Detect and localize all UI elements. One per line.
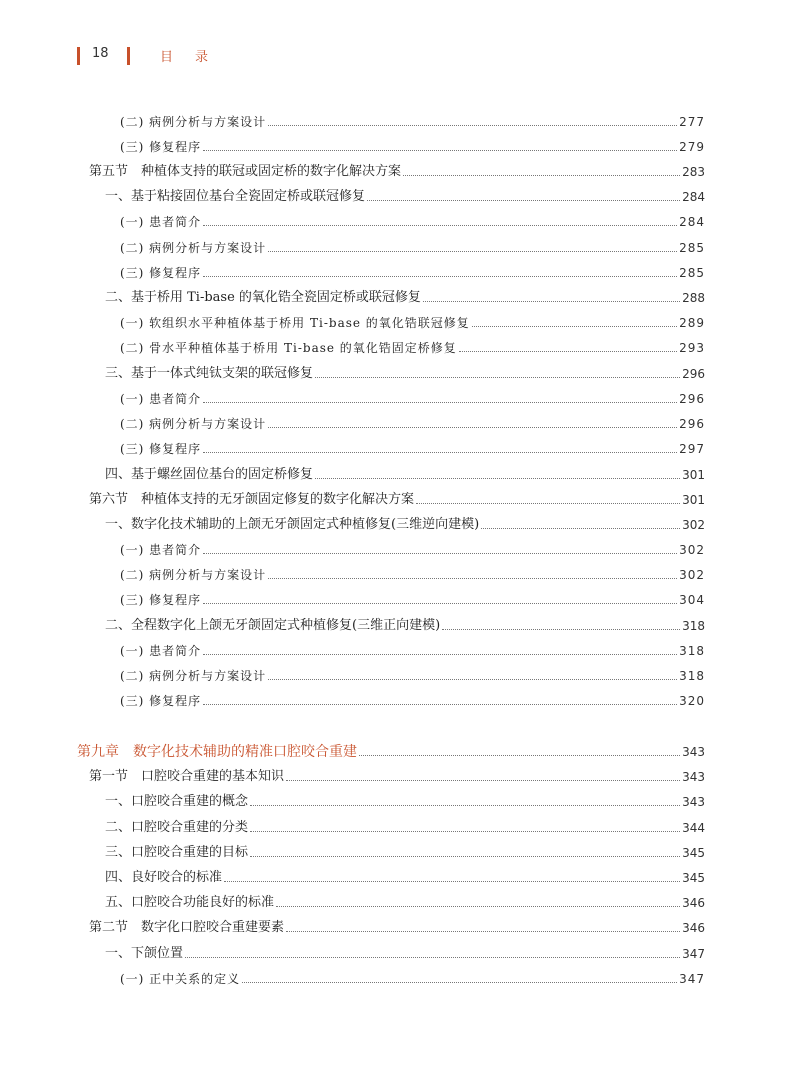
toc-entry-page: 277 [679,115,705,129]
dot-leader [286,931,680,932]
dot-leader [203,704,677,705]
toc-entry [105,614,705,636]
dot-leader [481,528,680,529]
toc-entry-page: 347 [682,947,705,961]
toc-entry-title: 三、口腔咬合重建的目标 [105,845,249,860]
dot-leader [472,326,677,327]
section-title: 目录 [160,50,231,65]
toc-entry [120,664,705,686]
toc-entry-title: (三) 修复程序 [120,266,202,280]
toc-entry-page: 283 [682,165,705,179]
toc-entry [105,790,705,812]
toc-entry-page: 318 [679,669,705,683]
toc-entry [105,362,705,384]
header-bar-left [77,47,80,65]
toc-entry-page: 318 [679,644,705,658]
dot-leader [203,225,677,226]
toc-entry-page: 285 [679,241,705,255]
toc-entry-page: 344 [682,821,705,835]
toc-entry [105,891,705,913]
section-title: 第一节 口腔咬合重建的基本知识 [89,769,285,784]
toc-entry [120,412,705,434]
dot-leader [203,553,677,554]
toc-entry-title: (二) 病例分析与方案设计 [120,568,267,582]
toc-entry [120,210,705,232]
dot-leader [442,629,680,630]
toc-entry-page: 343 [682,745,705,759]
toc-entry-page: 302 [679,568,705,582]
toc-entry-title: (一) 患者简介 [120,392,202,406]
header-bar-right [127,47,130,65]
toc-entry-page: 320 [679,694,705,708]
page-header [0,44,800,72]
toc-entry-title: 一、下颌位置 [105,946,184,961]
toc-entry-title: 四、良好咬合的标准 [105,870,223,885]
toc-entry-page: 296 [682,367,705,381]
toc-entry-page: 279 [679,140,705,154]
dot-leader [286,780,680,781]
dot-leader [268,251,677,252]
toc-entry-title: 四、基于螺丝固位基台的固定桥修复 [105,467,314,482]
toc-entry-title: (一) 正中关系的定义 [120,972,241,986]
toc-entry-page: 296 [679,417,705,431]
toc-entry [120,538,705,560]
dot-leader [185,957,680,958]
toc-entry-page: 343 [682,770,705,784]
dot-leader [203,402,677,403]
toc-entry-page: 297 [679,442,705,456]
toc-entry [120,563,705,585]
section-title: 第五节 种植体支持的联冠或固定桥的数字化解决方案 [89,164,402,179]
chapter-title: 第九章 数字化技术辅助的精准口腔咬合重建 [77,744,357,760]
toc-entry-title: (三) 修复程序 [120,593,202,607]
toc-entry-title: (三) 修复程序 [120,694,202,708]
toc-entry-title: 五、口腔咬合功能良好的标准 [105,895,275,910]
toc-entry [105,513,705,535]
dot-leader [315,377,680,378]
toc-entry-page: 345 [682,846,705,860]
toc-entry-title: (二) 病例分析与方案设计 [120,241,267,255]
page-number: 18 [92,46,109,61]
toc-entry [120,437,705,459]
toc-entry-page: 284 [679,215,705,229]
toc-entry-page: 296 [679,392,705,406]
dot-leader [416,503,680,504]
toc-entry-page: 304 [679,593,705,607]
dot-leader [250,831,680,832]
toc-entry [120,387,705,409]
toc-entry [120,110,705,132]
toc-entry-page: 347 [679,972,705,986]
toc-entry-title: (二) 病例分析与方案设计 [120,417,267,431]
toc-entry [120,967,705,989]
dot-leader [359,755,680,756]
toc-entry-title: 一、数字化技术辅助的上颌无牙颌固定式种植修复(三维逆向建模) [105,517,480,532]
dot-leader [315,478,680,479]
toc-entry-title: (一) 患者简介 [120,543,202,557]
dot-leader [203,603,677,604]
toc-entry-page: 346 [682,896,705,910]
toc-entry-title: (二) 病例分析与方案设计 [120,669,267,683]
toc-entry-page: 289 [679,316,705,330]
toc-entry-page: 288 [682,291,705,305]
toc-entry-page: 302 [679,543,705,557]
dot-leader [423,301,680,302]
dot-leader [242,982,677,983]
toc-entry-title: (二) 病例分析与方案设计 [120,115,267,129]
toc-entry [105,942,705,964]
toc-entry [89,488,705,510]
toc-entry-title: 三、基于一体式纯钛支架的联冠修复 [105,366,314,381]
toc-entry-title: 一、口腔咬合重建的概念 [105,794,249,809]
toc-entry-page: 293 [679,341,705,355]
toc-entry-title: 一、基于粘接固位基台全瓷固定桥或联冠修复 [105,189,366,204]
dot-leader [459,351,677,352]
toc-entry [120,588,705,610]
dot-leader [250,856,680,857]
dot-leader [203,276,677,277]
toc-entry-page: 301 [682,468,705,482]
toc-entry [120,336,705,358]
toc-entry [120,639,705,661]
toc-entry-page: 302 [682,518,705,532]
dot-leader [250,805,680,806]
toc-entry-page: 318 [682,619,705,633]
toc-entry-title: (三) 修复程序 [120,442,202,456]
toc-entry [105,841,705,863]
toc-entry-title: (三) 修复程序 [120,140,202,154]
dot-leader [268,578,677,579]
toc-entry-page: 345 [682,871,705,885]
toc-entry [105,816,705,838]
toc-entry-title: 二、全程数字化上颌无牙颌固定式种植修复(三维正向建模) [105,618,441,633]
toc-entry [120,689,705,711]
toc-entry-title: (一) 患者简介 [120,644,202,658]
toc-entry-page: 301 [682,493,705,507]
toc-entry-page: 285 [679,266,705,280]
toc-entry [89,765,705,787]
toc-entry [105,185,705,207]
dot-leader [367,200,680,201]
toc-entry [105,866,705,888]
toc-entry-page: 284 [682,190,705,204]
toc-entry-title: (一) 患者简介 [120,215,202,229]
toc-entry [120,261,705,283]
toc-entry-title: 二、口腔咬合重建的分类 [105,820,249,835]
dot-leader [403,175,680,176]
toc-entry [120,311,705,333]
section-title: 第二节 数字化口腔咬合重建要素 [89,920,285,935]
section-title: 第六节 种植体支持的无牙颌固定修复的数字化解决方案 [89,492,415,507]
dot-leader [203,150,677,151]
dot-leader [268,125,677,126]
toc-entry [89,916,705,938]
toc-entry [120,135,705,157]
toc-entry-title: (一) 软组织水平种植体基于桥用 Ti-base 的氧化锆联冠修复 [120,316,470,330]
dot-leader [268,679,677,680]
dot-leader [276,906,680,907]
toc-entry-title: (二) 骨水平种植体基于桥用 Ti-base 的氧化锆固定桥修复 [120,341,457,355]
toc-entry [120,236,705,258]
toc-entry [89,160,705,182]
toc-entry [105,286,705,308]
dot-leader [268,427,677,428]
toc-entry-page: 343 [682,795,705,809]
dot-leader [224,881,680,882]
toc-entry [77,740,705,762]
dot-leader [203,452,677,453]
toc-entry-title: 二、基于桥用 Ti-base 的氧化锆全瓷固定桥或联冠修复 [105,290,421,305]
toc-entry [105,463,705,485]
toc-entry-page: 346 [682,921,705,935]
dot-leader [203,654,677,655]
